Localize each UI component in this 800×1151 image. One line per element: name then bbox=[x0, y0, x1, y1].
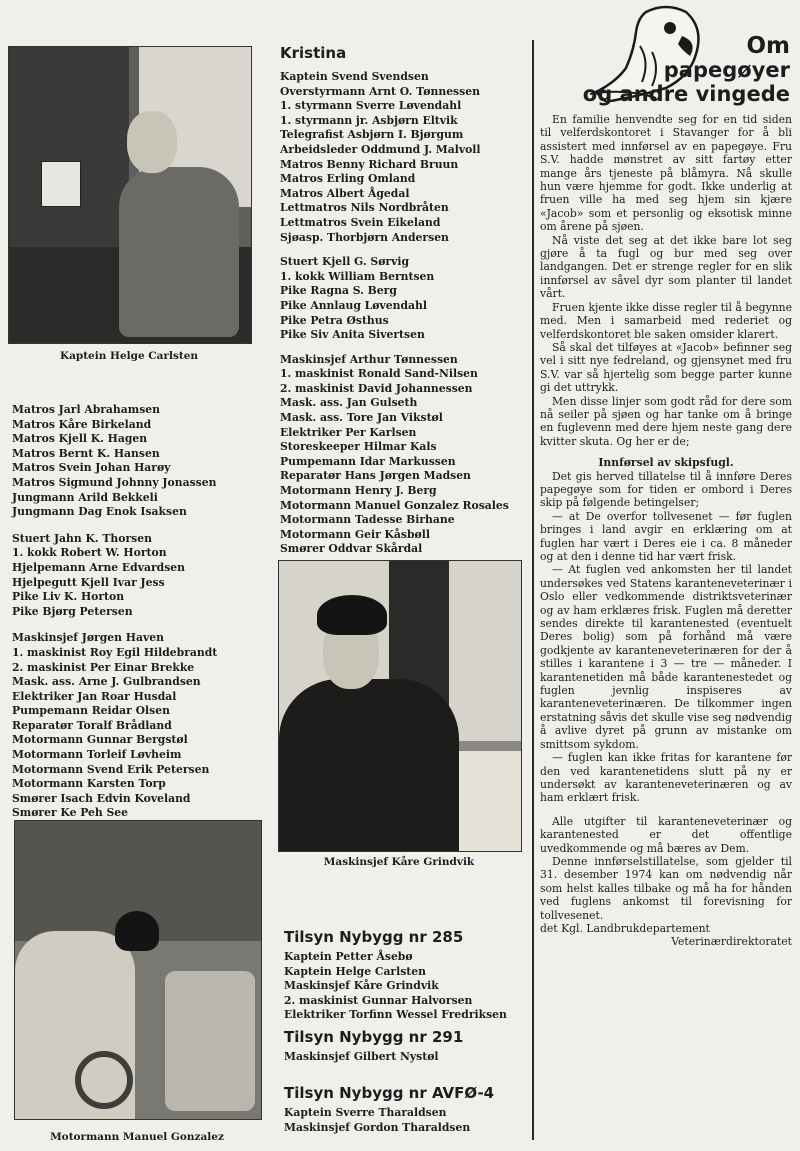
photo-maskinsjef-kare-grindvik bbox=[278, 560, 522, 852]
ship-title-kristina: Kristina bbox=[280, 44, 347, 62]
crew-member: Matros Kjell K. Hagen bbox=[12, 432, 148, 446]
crew-member: Elektriker Jan Roar Husdal bbox=[12, 689, 177, 703]
tilsyn-member: Maskinsjef Kåre Grindvik bbox=[284, 979, 439, 993]
permit-paragraph: Det gis herved tillatelse til å innføre Deres papegøye som for tiden er ombord i Deres skip på følgende betingelser; bbox=[540, 469, 792, 510]
crew-member: Mask. ass. Tore Jan Vikstøl bbox=[280, 411, 443, 425]
crew-member: Smører Oddvar Skårdal bbox=[280, 542, 423, 556]
headline-line-2: papegøyer bbox=[663, 58, 790, 82]
article-paragraph: En familie henvendte seg for en tid siden til velferdskontoret i Stavanger for å bli assistert med innførsel av en papegøye. Fru S.V. hadde mønstret av sitt fartøy etter mange års tjeneste på blåmyra. Nå skulle hun være hjemme for godt. Ikke underlig at fruen ville ha med seg hjem sin kjære «Jacob» som et personlig og eksotisk minne om årene på sjøen. bbox=[540, 113, 792, 234]
crew-member: Storeskeeper Hilmar Kals bbox=[280, 440, 437, 454]
article-subheading: Innførsel av skipsfugl. bbox=[598, 456, 734, 470]
article-headline bbox=[583, 34, 790, 106]
article-paragraph: Så skal det tilføyes at «Jacob» befinner seg vel i sitt nye fedreland, og gjensynet med fru S.V. var så hjertelig som begge parter kunne gi det uttrykk. bbox=[540, 340, 792, 395]
column-divider bbox=[532, 40, 534, 1140]
crew-member: Matros Jarl Abrahamsen bbox=[12, 403, 160, 416]
crew-member: Smører Isach Edvin Koveland bbox=[12, 791, 191, 805]
permit-paragraph: — at De overfor tollvesenet — før fuglen bringes i land avgir en erklæring om at fuglen har vært i Deres eie i ca. 8 måneder og at den i denne tid har vært frisk. bbox=[540, 509, 792, 563]
roster-gap bbox=[12, 619, 217, 631]
crew-member: Stuert Kjell G. Sørvig bbox=[280, 255, 410, 269]
crew-member: Motormann Torleif Løvheim bbox=[12, 748, 182, 762]
tilsyn-member: Maskinsjef Gordon Tharaldsen bbox=[284, 1120, 471, 1134]
crew-member: Motormann Geir Kåsbøll bbox=[280, 527, 430, 541]
crew-member: 1. styrmann jr. Asbjørn Eltvik bbox=[280, 113, 458, 127]
crew-member: Pike Bjørg Petersen bbox=[12, 604, 133, 618]
crew-member: Matros Svein Johan Harøy bbox=[12, 461, 171, 475]
crew-member: Pike Liv K. Horton bbox=[12, 590, 125, 604]
crew-member: Pumpemann Idar Markussen bbox=[280, 454, 456, 468]
crew-member: Matros Benny Richard Bruun bbox=[280, 157, 459, 171]
crew-member: Mask. ass. Jan Gulseth bbox=[280, 396, 418, 410]
crew-member: Pike Petra Østhus bbox=[280, 313, 389, 327]
crew-member: Kaptein Svend Svendsen bbox=[280, 70, 429, 83]
crew-member: Motormann Karsten Torp bbox=[12, 777, 166, 791]
crew-member: Mask. ass. Arne J. Gulbrandsen bbox=[12, 675, 201, 689]
crew-member: Arbeidsleder Oddmund J. Malvoll bbox=[280, 142, 481, 156]
tilsyn-names bbox=[284, 1106, 470, 1135]
crew-member: Hjelpemann Arne Edvardsen bbox=[12, 560, 186, 574]
crew-member: Motormann Gunnar Bergstøl bbox=[12, 733, 188, 747]
crew-member: Elektriker Per Karlsen bbox=[280, 425, 417, 439]
photo-caption-gonzalez: Motormann Manuel Gonzalez bbox=[50, 1131, 224, 1143]
tilsyn-title: Tilsyn Nybygg nr 291 bbox=[284, 1028, 464, 1046]
article-paragraph: Nå viste det seg at det ikke bare lot seg gjøre å ta fugl og bur med seg over landgangen. Det er strenge regler for en slik innførsel av såvel dyr som planter til landet vårt. bbox=[540, 233, 792, 301]
permit-paragraph: — At fuglen ved ankomsten her til landet undersøkes ved Statens karanteneveterinær i Oslo eller vedkommende distriktsveterinær og av ham erklæres frisk. Fuglen må deretter sendes direkte til karantenested (eventuelt Deres bolig) som på forhånd må være godkjente av karanteneveterinæren for der å stilles i karantene i 3 — tre — måneder. I karantenetiden må både karantenestedet og fuglen jevnlig inspiseres av karanteneveterinæren. De tilkommer ingen erstatning såvis det skulle vise seg nødvendig å avlive dyret på grunn av mistanke om smittsom sykdom. bbox=[540, 563, 792, 751]
crew-member: Motormann Manuel Gonzalez Rosales bbox=[280, 498, 509, 512]
crew-member: 1. kokk William Berntsen bbox=[280, 269, 435, 283]
crew-member: Maskinsjef Jørgen Haven bbox=[12, 631, 164, 645]
tilsyn-title: Tilsyn Nybygg nr 285 bbox=[284, 928, 464, 946]
crew-member: 1. kokk Robert W. Horton bbox=[12, 546, 167, 560]
crew-member: Matros Kåre Birkeland bbox=[12, 417, 152, 431]
tilsyn-member: 2. maskinist Gunnar Halvorsen bbox=[284, 993, 473, 1007]
tilsyn-member: Kaptein Helge Carlsten bbox=[284, 964, 427, 978]
crew-member: Motormann Svend Erik Petersen bbox=[12, 762, 210, 776]
article-paragraph: Men disse linjer som godt råd for dere som nå seiler på sjøen og har tanke om å bringe en fuglevenn med dere hjem neste gang dere kvitter skuta. Og her er de; bbox=[540, 394, 792, 448]
crew-member: Matros Sigmund Johnny Jonassen bbox=[12, 475, 217, 489]
crew-list-left bbox=[12, 403, 217, 821]
crew-member: Overstyrmann Arnt O. Tønnessen bbox=[280, 84, 480, 98]
tilsyn-member: Kaptein Petter Åsebø bbox=[284, 950, 413, 963]
article-body bbox=[540, 113, 792, 949]
crew-member: 2. maskinist Per Einar Brekke bbox=[12, 660, 195, 674]
photo-kaptein-helge-carlsten bbox=[8, 46, 252, 344]
crew-member: Smører Ke Peh See bbox=[12, 806, 129, 820]
crew-member: Hjelpegutt Kjell Ivar Jess bbox=[12, 575, 165, 589]
crew-member: Matros Erling Omland bbox=[280, 172, 416, 186]
crew-member: Sjøasp. Thorbjørn Andersen bbox=[280, 230, 449, 244]
tilsyn-title: Tilsyn Nybygg nr AVFØ-4 bbox=[284, 1084, 495, 1102]
crew-member: Telegrafist Asbjørn I. Bjørgum bbox=[280, 128, 464, 142]
tilsyn-member: Maskinsjef Gilbert Nystøl bbox=[284, 1050, 439, 1063]
permit-paragraph: Alle utgifter til karanteneveterinær og karantenested er det offentlige uvedkommende og må bæres av Dem. bbox=[540, 814, 792, 855]
crew-member: Stuert Jahn K. Thorsen bbox=[12, 531, 152, 545]
crew-member: 1. maskinist Roy Egil Hildebrandt bbox=[12, 645, 218, 659]
crew-member: Jungmann Arild Bekkeli bbox=[12, 490, 158, 504]
signature-department: det Kgl. Landbrukdepartement bbox=[540, 921, 710, 935]
crew-member: Pike Annlaug Løvendahl bbox=[280, 298, 427, 312]
crew-member: Pumpemann Reidar Olsen bbox=[12, 704, 170, 718]
roster-gap bbox=[280, 343, 509, 353]
photo-caption-carlsten: Kaptein Helge Carlsten bbox=[59, 350, 199, 362]
crew-member: Matros Bernt K. Hansen bbox=[12, 446, 160, 460]
crew-member: 2. maskinist David Johannessen bbox=[280, 381, 473, 395]
photo-motormann-manuel-gonzalez bbox=[14, 820, 262, 1120]
headline-line-3: og andre vingede bbox=[582, 82, 790, 106]
roster-gap bbox=[280, 245, 509, 255]
crew-member: Pike Siv Anita Sivertsen bbox=[280, 328, 425, 342]
crew-member: Jungmann Dag Enok Isaksen bbox=[12, 505, 187, 519]
crew-member: Reparatør Toralf Brådland bbox=[12, 718, 172, 732]
photo-caption-grindvik: Maskinsjef Kåre Grindvik bbox=[323, 856, 475, 868]
signature-directorate: Veterinærdirektoratet bbox=[671, 935, 792, 949]
crew-member: 1. styrmann Sverre Løvendahl bbox=[280, 99, 462, 113]
headline-line-1: Om bbox=[746, 33, 790, 59]
tilsyn-names bbox=[284, 1050, 439, 1065]
permit-paragraph: Denne innførselstillatelse, som gjelder til 31. desember 1974 kan om nødvendig når som helst kalles tilbake og må ha for hånden ved fuglens ankomst til forevisning for tollvesenet. bbox=[540, 854, 792, 922]
crew-member: Pike Ragna S. Berg bbox=[280, 284, 397, 298]
crew-member: Lettmatros Svein Eikeland bbox=[280, 215, 441, 229]
crew-member: Maskinsjef Arthur Tønnessen bbox=[280, 352, 458, 366]
crew-member: Matros Albert Ågedal bbox=[280, 186, 410, 200]
article-paragraph: Fruen kjente ikke disse regler til å begynne med. Men i samarbeid med rederiet og velferdskontoret ble saken omsider klarert. bbox=[540, 300, 792, 341]
crew-list-kristina bbox=[280, 70, 509, 557]
crew-member: 1. maskinist Ronald Sand-Nilsen bbox=[280, 367, 478, 381]
roster-gap bbox=[12, 520, 217, 532]
crew-member: Reparatør Hans Jørgen Madsen bbox=[280, 469, 471, 483]
permit-paragraph: — fuglen kan ikke fritas for karantene før den ved karantenetidens slutt på ny er undersøkt av karanteneveterinæren og av ham erklært frisk. bbox=[540, 751, 792, 805]
crew-member: Motormann Henry J. Berg bbox=[280, 484, 437, 498]
crew-member: Lettmatros Nils Nordbråten bbox=[280, 201, 449, 215]
crew-member: Motormann Tadesse Birhane bbox=[280, 513, 455, 527]
tilsyn-names bbox=[284, 950, 507, 1023]
tilsyn-member: Elektriker Torfinn Wessel Fredriksen bbox=[284, 1008, 507, 1022]
tilsyn-member: Kaptein Sverre Tharaldsen bbox=[284, 1106, 447, 1119]
